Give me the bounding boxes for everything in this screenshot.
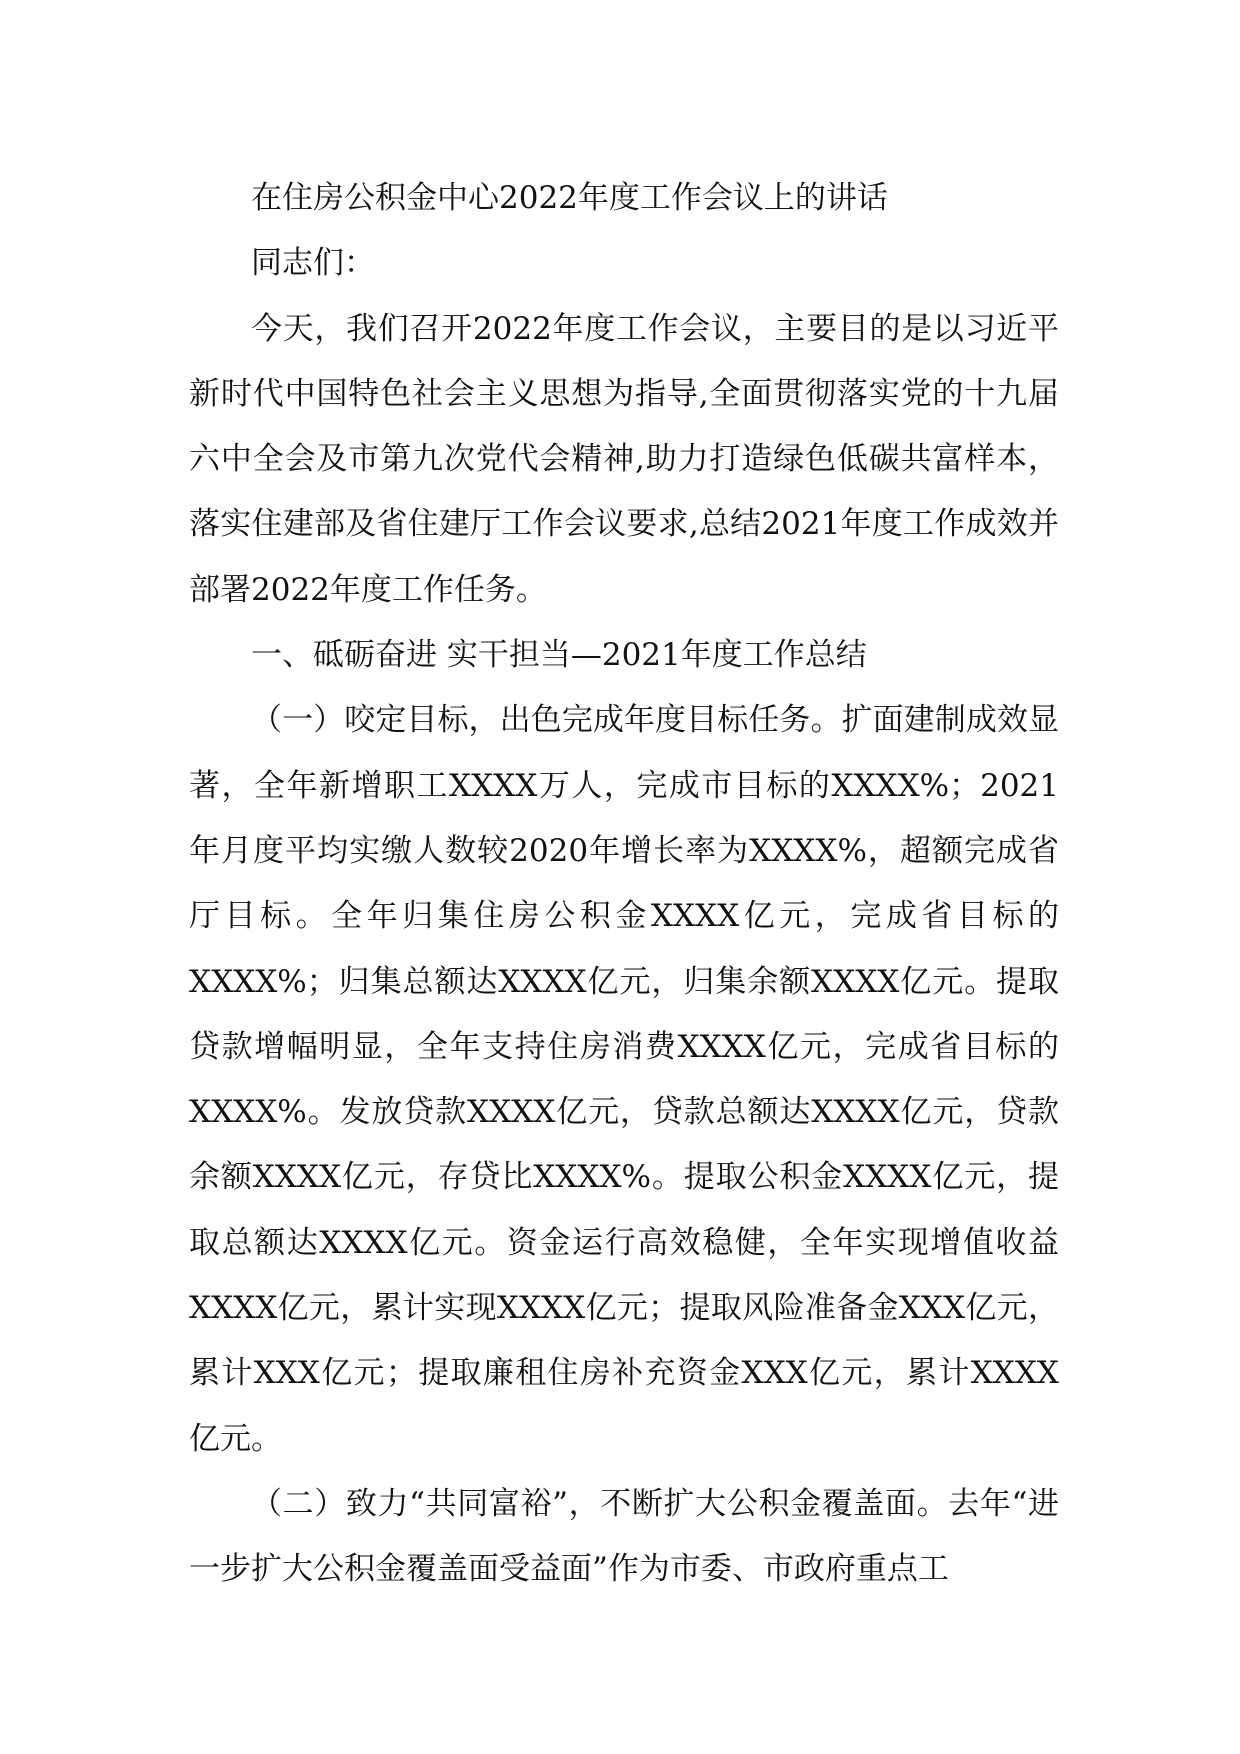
paragraph-item-2: （二）致力“共同富裕”，不断扩大公积金覆盖面。去年“进一步扩大公积金覆盖面受益面”作为市委、市政府重点工	[189, 1485, 1059, 1588]
document-title: 在住房公积金中心2022年度工作会议上的讲话	[251, 180, 888, 216]
paragraph-item-1: （一）咬定目标，出色完成年度目标任务。扩面建制成效显著，全年新增职工XXXX万人，完成市目标的XXXX%；2021年月度平均实缴人数较2020年增长率为XXXX%，超额完成省厅目标。全年归集住房公积金XXXX亿元，完成省目标的XXXX%；归集总额达XXXX亿元，归集余额XXXX亿元。提取贷款增幅明显，全年支持住房消费XXXX亿元，完成省目标的XXXX%。发放贷款XXXX亿元，贷款总额达XXXX亿元，贷款余额XXXX亿元，存贷比XXXX%。提取公积金XXXX亿元，提取总额达XXXX亿元。资金运行高效稳健，全年实现增值收益XXXX亿元，累计实现XXXX亿元；提取风险准备金XXX亿元，累计XXX亿元；提取廉租住房补充资金XXX亿元，累计XXXX亿元。	[189, 702, 1059, 1457]
intro-paragraph: 今天，我们召开2022年度工作会议，主要目的是以习近平新时代中国特色社会主义思想为指导,全面贯彻落实党的十九届六中全会及市第九次党代会精神,助力打造绿色低碳共富样本，落实住建部及省住建厅工作会议要求,总结2021年度工作成效并部署2022年度工作任务。	[189, 310, 1059, 608]
salutation: 同志们：	[251, 245, 375, 282]
section-heading: 一、砥砺奋进 实干担当—2021年度工作总结	[251, 637, 867, 674]
document-body	[189, 166, 1059, 1603]
